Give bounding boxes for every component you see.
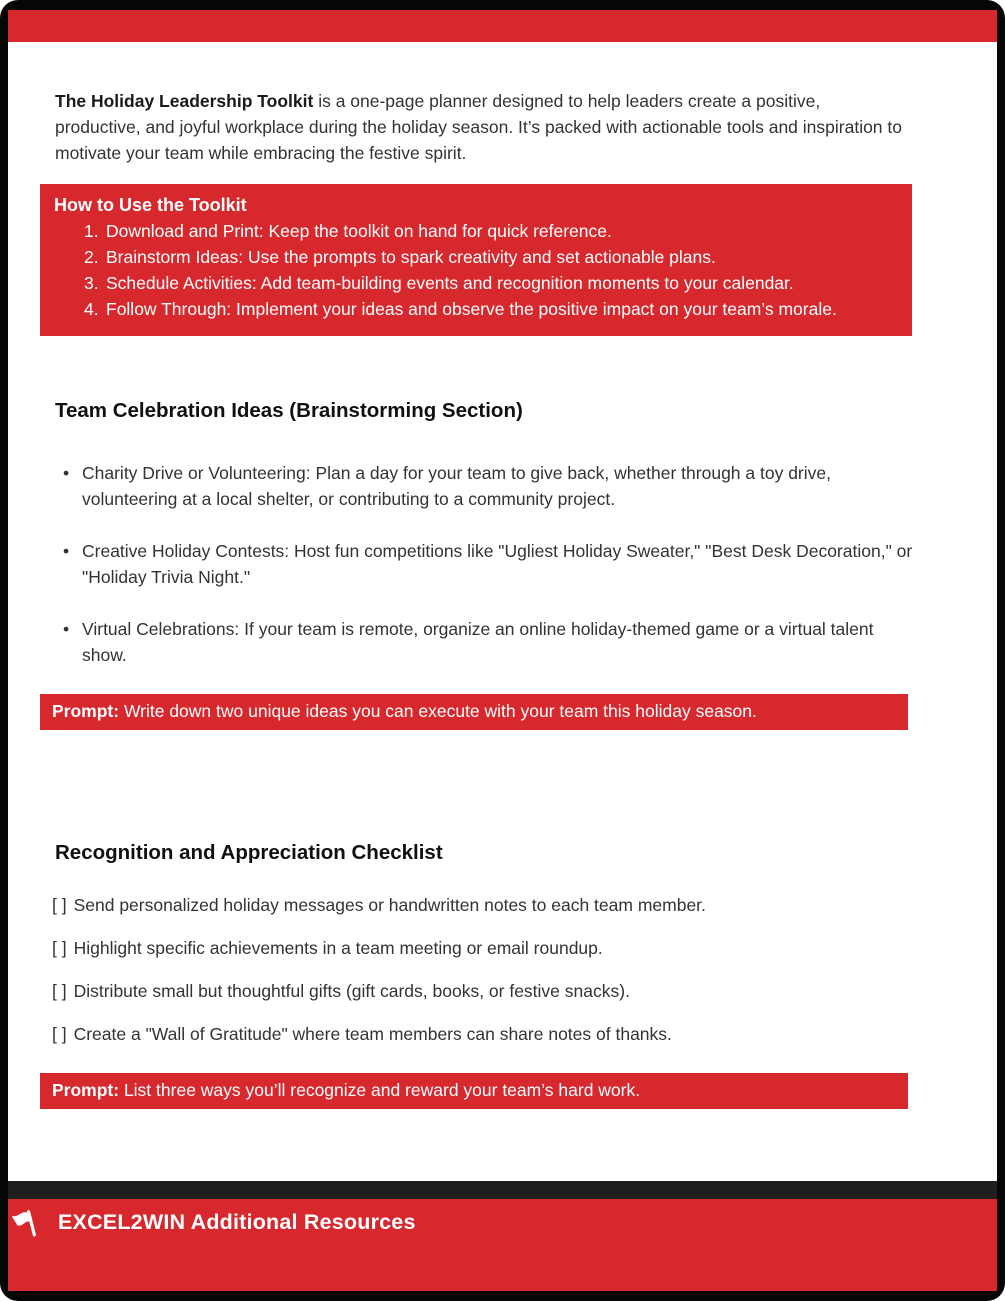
step-number: 3. [84, 273, 99, 293]
checklist-text: Distribute small but thoughtful gifts (gift cards, books, or festive snacks). [73, 981, 630, 1001]
how-to-step [84, 296, 882, 322]
celebration-bullets [55, 460, 923, 668]
checklist-item [52, 935, 952, 961]
bullet-item: • Charity Drive or Volunteering: Plan a day for your team to give back, whether through a toy drive, volunteering at a local shelter, or contributing to a community project. [55, 460, 923, 512]
how-to-title: How to Use the Toolkit [54, 195, 247, 215]
recognition-checklist [52, 892, 952, 1047]
how-to-step [84, 270, 882, 296]
prompt-label: Prompt: [52, 1080, 120, 1100]
checklist-item [52, 1021, 952, 1047]
brand-flag-icon [12, 1207, 50, 1241]
checkbox-marker: [ ] [52, 1024, 67, 1044]
checklist-text: Create a "Wall of Gratitude" where team members can share notes of thanks. [73, 1024, 672, 1044]
intro-text: is a one-page planner designed to help leaders create a positive, productive, and joyful workplace during the holiday season. It’s packed with actionable tools and inspiration to motivate your team while embracing the festive spirit. [55, 91, 902, 163]
celebration-heading: Team Celebration Ideas (Brainstorming Section) [55, 399, 523, 422]
step-number: 1. [84, 221, 99, 241]
step-number: 2. [84, 247, 99, 267]
checklist-item [52, 892, 952, 918]
checklist-item [52, 978, 952, 1004]
brand-title: EXCEL2WIN Additional Resources [58, 1210, 416, 1234]
step-number: 4. [84, 299, 99, 319]
checkbox-marker: [ ] [52, 895, 67, 915]
prompt-text: List three ways you’ll recognize and reward your team’s hard work. [119, 1080, 641, 1100]
top-accent-bar [8, 10, 997, 42]
recognition-prompt-bar [40, 1073, 908, 1109]
step-text: Follow Through: Implement your ideas and observe the positive impact on your team’s morale. [106, 299, 837, 319]
intro-bold-lead: The Holiday Leadership Toolkit [55, 91, 314, 111]
document-page [8, 10, 997, 1291]
prompt-text: Write down two unique ideas you can execute with your team this holiday season. [119, 701, 757, 721]
step-text: Download and Print: Keep the toolkit on hand for quick reference. [106, 221, 612, 241]
recognition-heading: Recognition and Appreciation Checklist [55, 841, 443, 864]
checkbox-marker: [ ] [52, 938, 67, 958]
footer-bar [8, 1199, 997, 1291]
footer-divider-strip [8, 1181, 997, 1199]
bullet-item: • Virtual Celebrations: If your team is remote, organize an online holiday-themed game or a virtual talent show. [55, 616, 923, 668]
step-text: Schedule Activities: Add team-building events and recognition moments to your calendar. [106, 273, 794, 293]
checklist-text: Send personalized holiday messages or handwritten notes to each team member. [73, 895, 706, 915]
how-to-box [40, 184, 912, 336]
how-to-step [84, 244, 882, 270]
celebration-prompt-bar [40, 694, 908, 730]
checklist-text: Highlight specific achievements in a team meeting or email roundup. [73, 938, 603, 958]
intro-paragraph [55, 88, 903, 166]
how-to-steps [54, 218, 882, 322]
step-text: Brainstorm Ideas: Use the prompts to spark creativity and set actionable plans. [106, 247, 716, 267]
prompt-label: Prompt: [52, 701, 120, 721]
page-content [8, 42, 997, 1181]
checkbox-marker: [ ] [52, 981, 67, 1001]
bullet-item: • Creative Holiday Contests: Host fun competitions like "Ugliest Holiday Sweater," "Best Desk Decoration," or "Holiday Trivia Night." [55, 538, 923, 590]
how-to-step [84, 218, 882, 244]
